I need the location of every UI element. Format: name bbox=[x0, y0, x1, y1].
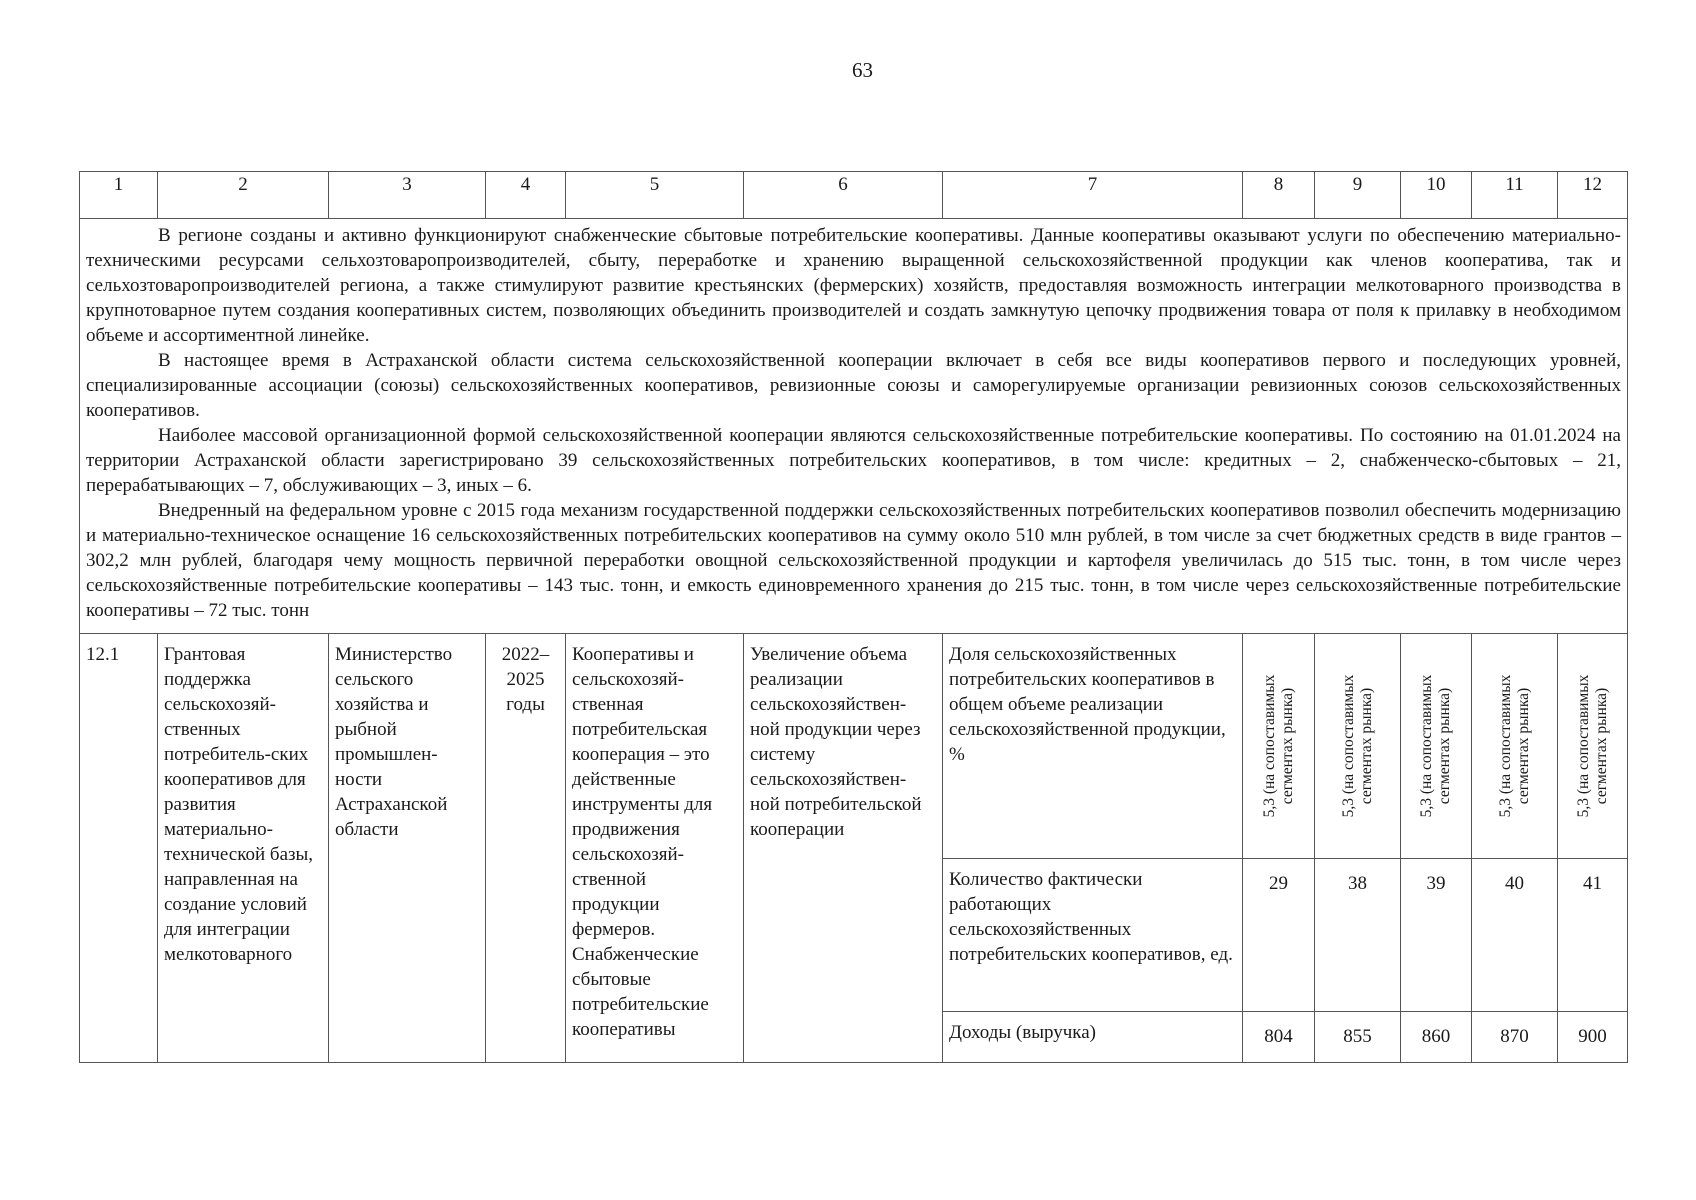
column-header: 11 bbox=[1472, 172, 1558, 219]
indicator-value: 41 bbox=[1558, 859, 1628, 1012]
measure-name: Грантовая поддержка сельскохозяй-ственных потребитель-ских кооперативов для развития материально-технической базы, направленная на создание условий для интеграции мелкотоварного bbox=[158, 634, 329, 1063]
implementation-period: 2022–2025 годы bbox=[486, 634, 566, 1063]
indicator-value bbox=[1315, 634, 1401, 859]
responsible-executor: Министерство сельского хозяйства и рыбной промышлен-ности Астраханской области bbox=[329, 634, 486, 1063]
indicator-value-line: 5,3 (на сопоставимых bbox=[1260, 674, 1278, 818]
column-header: 5 bbox=[566, 172, 744, 219]
table-row bbox=[80, 634, 1628, 859]
column-header: 12 bbox=[1558, 172, 1628, 219]
column-header: 6 bbox=[744, 172, 943, 219]
column-header: 1 bbox=[80, 172, 158, 219]
column-header: 4 bbox=[486, 172, 566, 219]
indicator-value bbox=[1472, 634, 1558, 859]
intro-paragraph: Внедренный на федеральном уровне с 2015 года механизм государственной поддержки сельскохозяйственных потребительских кооперативов позволил обеспечить модернизацию и материально-техническое оснащение 16 сельскохозяйственных потребительских кооперативов на сумму около 510 млн рублей, в том числе за счет бюджетных средств в виде грантов – 302,2 млн рублей, благодаря чему мощность первичной переработки овощной сельскохозяйственной продукции и картофеля увеличилась до 515 тыс. тонн, в том числе через сельскохозяйственные потребительские кооперативы – 143 тыс. тонн, и емкость единовременного хранения до 215 тыс. тонн, в том числе через сельскохозяйственные потребительские кооперативы – 72 тыс. тонн bbox=[86, 500, 1621, 621]
measures-table bbox=[79, 171, 1628, 1063]
indicator-value-line: 5,3 (на сопоставимых bbox=[1418, 674, 1435, 818]
column-header: 10 bbox=[1401, 172, 1472, 219]
column-header: 2 bbox=[158, 172, 329, 219]
indicator-value-line: 5,3 (на сопоставимых bbox=[1339, 674, 1357, 818]
indicator-value-line: сегментах рынка) bbox=[1436, 687, 1453, 805]
column-header: 7 bbox=[943, 172, 1243, 219]
intro-paragraph: Наиболее массовой организационной формой сельскохозяйственной кооперации являются сельскохозяйственные потребительские кооперативы. По состоянию на 01.01.2024 на территории Астраханской области зарегистрировано 39 сельскохозяйственных потребительских кооперативов, в том числе: кредитных – 2, снабженческо-сбытовых – 21, перерабатывающих – 7, обслуживающих – 3, иных – 6. bbox=[86, 425, 1621, 496]
column-header: 8 bbox=[1243, 172, 1315, 219]
indicator-value: 855 bbox=[1315, 1012, 1401, 1063]
column-header: 3 bbox=[329, 172, 486, 219]
indicator-value bbox=[1401, 634, 1472, 859]
indicator-value-line: 5,3 (на сопоставимых bbox=[1574, 674, 1592, 818]
indicator-value bbox=[1243, 634, 1315, 859]
indicator-name: Доходы (выручка) bbox=[943, 1012, 1243, 1063]
indicator-value: 29 bbox=[1243, 859, 1315, 1012]
intro-paragraph: В регионе созданы и активно функционируют снабженческие сбытовые потребительские кооперативы. Данные кооперативы оказывают услуги по обеспечению материально-техническими ресурсами сельхозтоваропроизводителей, сбыту, переработке и хранению выращенной сельскохозяйственной продукции как членов кооператива, так и сельхозтоваропроизводителей региона, а также стимулируют развитие крестьянских (фермерских) хозяйств, предоставляя возможность интеграции мелкотоварного производства в крупнотоварное путем создания кооперативных систем, позволяющих объединить производителей и создать замкнутую цепочку продвижения товара от поля к прилавку в необходимом объеме и ассортиментной линейке. bbox=[86, 225, 1621, 346]
indicator-value-line: сегментах рынка) bbox=[1592, 687, 1610, 805]
page-number: 63 bbox=[852, 58, 873, 82]
indicator-name: Количество фактически работающих сельскохозяйственных потребительских кооперативов, ед. bbox=[943, 859, 1243, 1012]
indicator-value: 40 bbox=[1472, 859, 1558, 1012]
expected-result: Увеличение объема реализации сельскохозяйствен-ной продукции через систему сельскохозяйствен-ной потребительской кооперации bbox=[744, 634, 943, 1063]
measure-description: Кооперативы и сельскохозяй-ственная потребительская кооперация – это действенные инструменты для продвижения сельскохозяй-ственной продукции фермеров. Снабженческие сбытовые потребительские кооперативы bbox=[566, 634, 744, 1063]
indicator-value bbox=[1558, 634, 1628, 859]
intro-text-cell bbox=[80, 219, 1628, 634]
indicator-value-line: 5,3 (на сопоставимых bbox=[1496, 674, 1514, 818]
indicator-value-line: сегментах рынка) bbox=[1514, 687, 1532, 805]
indicator-name: Доля сельскохозяйственных потребительских кооперативов в общем объеме реализации сельскохозяйственной продукции, % bbox=[943, 634, 1243, 859]
row-number: 12.1 bbox=[80, 634, 158, 1063]
indicator-value: 900 bbox=[1558, 1012, 1628, 1063]
indicator-value: 804 bbox=[1243, 1012, 1315, 1063]
intro-row bbox=[80, 219, 1628, 634]
indicator-value: 38 bbox=[1315, 859, 1401, 1012]
indicator-value: 39 bbox=[1401, 859, 1472, 1012]
indicator-value: 870 bbox=[1472, 1012, 1558, 1063]
column-header: 9 bbox=[1315, 172, 1401, 219]
indicator-value: 860 bbox=[1401, 1012, 1472, 1063]
indicator-value-line: сегментах рынка) bbox=[1278, 687, 1296, 805]
indicator-value-line: сегментах рынка) bbox=[1357, 687, 1375, 805]
intro-paragraph: В настоящее время в Астраханской области система сельскохозяйственной кооперации включает в себя все виды кооперативов первого и последующих уровней, специализированные ассоциации (союзы) сельскохозяйственных кооперативов, ревизионные союзы и саморегулируемые организации ревизионных союзов сельскохозяйственных кооперативов. bbox=[86, 350, 1621, 421]
column-number-row bbox=[80, 172, 1628, 219]
